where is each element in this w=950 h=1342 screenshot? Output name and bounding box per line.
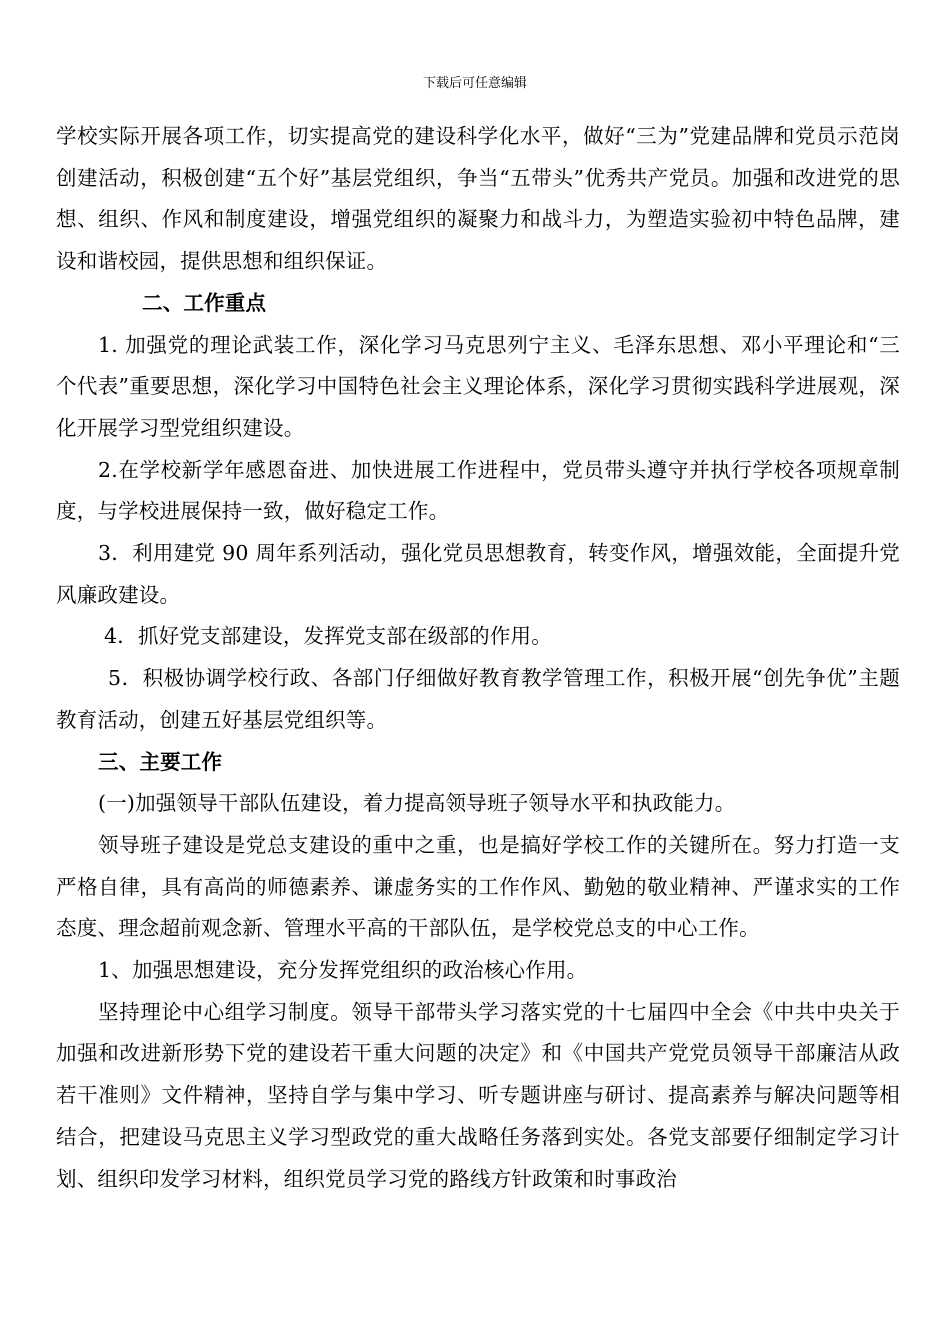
focus-item-4: 4．抓好党支部建设，发挥党支部在级部的作用。 [104,624,552,649]
document-body [56,116,900,1200]
paragraph-study-system: 坚持理论中心组学习制度。领导干部带头学习落实党的十七届四中全会《中共中央关于加强和改进新形势下党的建设若干重大问题的决定》和《中国共产党党员领导干部廉洁从政若干准则》文件精神，坚持自学与集中学习、听专题讲座与研讨、提高素养与解决问题等相结合，把建设马克思主义学习型政党的重大战略任务落到实处。各党支部要仔细制定学习计划、组织印发学习材料，组织党员学习党的路线方针政策和时事政治 [56,999,900,1191]
focus-item-1: 1. 加强党的理论武装工作，深化学习马克思列宁主义、毛泽东思想、邓小平理论和“三个代表”重要思想，深化学习中国特色社会主义理论体系，深化学习贯彻实践科学进展观，深化开展学习型党组织建设。 [56,332,900,440]
subsection-heading-leadership: (一)加强领导干部队伍建设，着力提高领导班子领导水平和执政能力。 [98,791,736,816]
header-note: 下载后可任意编辑 [422,76,527,91]
focus-item-5: 5．积极协调学校行政、各部门仔细做好教育教学管理工作，积极开展“创先争优”主题教育活动，创建五好基层党组织等。 [56,666,900,732]
section-heading-main-work: 三、主要工作 [98,749,223,774]
focus-item-2: 2.在学校新学年感恩奋进、加快进展工作进程中，党员带头遵守并执行学校各项规章制度，与学校进展保持一致，做好稳定工作。 [56,457,900,524]
focus-item-3: 3．利用建党 90 周年系列活动，强化党员思想教育，转变作风，增强效能，全面提升党风廉政建设。 [56,541,900,607]
subsection-heading-ideology: 1、加强思想建设，充分发挥党组织的政治核心作用。 [98,958,588,983]
paragraph-intro-continued: 学校实际开展各项工作，切实提高党的建设科学化水平，做好“三为”党建品牌和党员示范岗创建活动，积极创建“五个好”基层党组织，争当“五带头”优秀共产党员。加强和改进党的思想、组织、作风和制度建设，增强党组织的凝聚力和战斗力，为塑造实验初中特色品牌，建设和谐校园，提供思想和组织保证。 [56,124,900,274]
section-heading-work-focus: 二、工作重点 [142,290,267,315]
paragraph-leadership: 领导班子建设是党总支建设的重中之重，也是搞好学校工作的关键所在。努力打造一支严格自律，具有高尚的师德素养、谦虚务实的工作作风、勤勉的敬业精神、严谨求实的工作态度、理念超前观念新、管理水平高的干部队伍，是学校党总支的中心工作。 [56,832,900,941]
